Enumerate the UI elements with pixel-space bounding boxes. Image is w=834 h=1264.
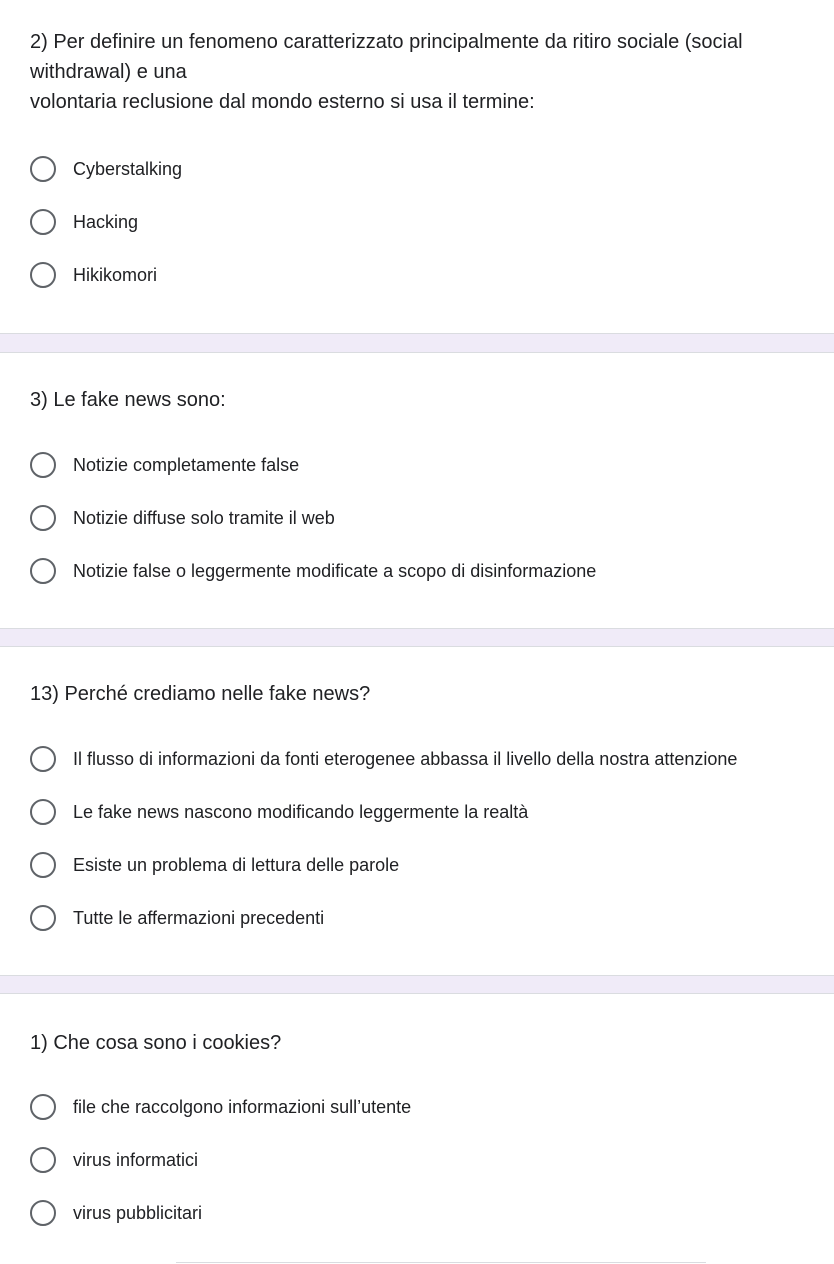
option-label: Notizie completamente false	[73, 454, 300, 475]
option-computer-viruses[interactable]	[30, 1140, 198, 1180]
option-completely-false[interactable]	[30, 445, 299, 485]
radio-button-icon[interactable]	[30, 156, 56, 182]
radio-button-icon[interactable]	[30, 505, 56, 531]
radio-button-icon[interactable]	[30, 799, 56, 825]
question-title-line: volontaria reclusione dal mondo esterno si usa il termine:	[30, 91, 535, 113]
option-label: Notizie diffuse solo tramite il web	[73, 507, 335, 528]
option-label: Cyberstalking	[73, 158, 183, 179]
option-label: file che raccolgono informazioni sull’utente	[73, 1096, 412, 1117]
divider	[176, 1262, 706, 1263]
question-title	[30, 27, 810, 117]
option-label: Notizie false o leggermente modificate a scopo di disinformazione	[73, 560, 597, 581]
radio-button-icon[interactable]	[30, 905, 56, 931]
option-disinformation[interactable]	[30, 551, 596, 591]
option-hikikomori[interactable]	[30, 255, 157, 295]
option-data-files[interactable]	[30, 1087, 411, 1127]
option-information-flow[interactable]	[30, 739, 737, 779]
option-all-of-the-above[interactable]	[30, 898, 324, 938]
question-card-2	[0, 0, 834, 334]
radio-button-icon[interactable]	[30, 852, 56, 878]
option-cyberstalking[interactable]	[30, 149, 182, 189]
option-label: Le fake news nascono modificando leggermente la realtà	[73, 801, 529, 822]
radio-button-icon[interactable]	[30, 452, 56, 478]
radio-button-icon[interactable]	[30, 558, 56, 584]
question-card-3	[0, 352, 834, 629]
radio-button-icon[interactable]	[30, 746, 56, 772]
radio-button-icon[interactable]	[30, 1094, 56, 1120]
radio-button-icon[interactable]	[30, 1147, 56, 1173]
option-modified-reality[interactable]	[30, 792, 528, 832]
option-label: Hacking	[73, 211, 139, 232]
option-hacking[interactable]	[30, 202, 138, 242]
question-title: 1) Che cosa sono i cookies?	[30, 1032, 282, 1054]
option-label: Tutte le affermazioni precedenti	[73, 907, 325, 928]
question-title-line: withdrawal) e una	[30, 61, 187, 83]
radio-button-icon[interactable]	[30, 1200, 56, 1226]
question-card-13	[0, 646, 834, 976]
option-label: virus pubblicitari	[73, 1202, 203, 1223]
radio-button-icon[interactable]	[30, 209, 56, 235]
option-label: virus informatici	[73, 1149, 199, 1170]
question-card-1	[0, 993, 834, 1264]
question-title-line: 2) Per definire un fenomeno caratterizzato principalmente da ritiro sociale (social	[30, 31, 743, 53]
question-title: 3) Le fake news sono:	[30, 389, 226, 411]
radio-button-icon[interactable]	[30, 262, 56, 288]
option-ad-viruses[interactable]	[30, 1193, 202, 1233]
option-label: Il flusso di informazioni da fonti eterogenee abbassa il livello della nostra attenzione	[73, 748, 738, 769]
option-label: Hikikomori	[73, 264, 158, 285]
question-title: 13) Perché crediamo nelle fake news?	[30, 683, 371, 705]
option-label: Esiste un problema di lettura delle parole	[73, 854, 400, 875]
option-reading-problem[interactable]	[30, 845, 399, 885]
option-web-only[interactable]	[30, 498, 335, 538]
